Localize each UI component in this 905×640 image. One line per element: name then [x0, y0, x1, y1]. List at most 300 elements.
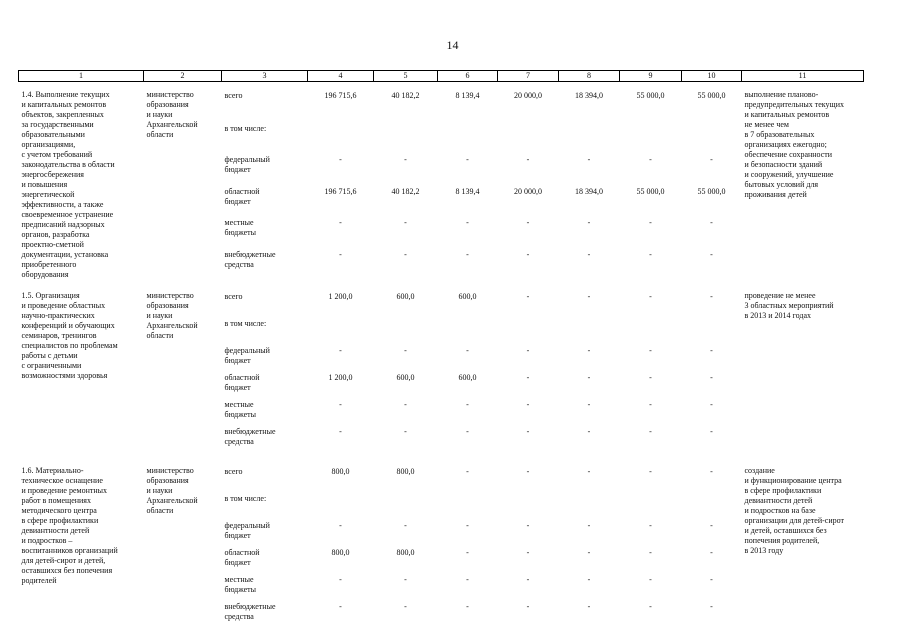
table-row — [19, 82, 864, 123]
header-cell: 8 — [559, 71, 620, 82]
header-cell: 10 — [682, 71, 742, 82]
amount-cell — [682, 426, 742, 453]
amount-cell — [559, 493, 620, 520]
amount-cell — [374, 399, 438, 426]
table-row — [19, 280, 864, 318]
amount-value: 8 139,4 — [455, 91, 480, 100]
funding-source: областной бюджет — [224, 186, 260, 206]
amount-cell — [438, 520, 498, 547]
amount-cell — [438, 280, 498, 318]
amount-cell — [682, 601, 742, 628]
amount-cell — [438, 372, 498, 399]
amount-value: - — [587, 548, 591, 557]
amount-cell — [374, 493, 438, 520]
amount-value: 196 715,6 — [324, 91, 357, 100]
amount-cell — [438, 186, 498, 217]
amount-value: - — [587, 602, 591, 611]
amount-value: - — [649, 249, 652, 259]
amount-value: 18 394,0 — [575, 186, 603, 196]
amount-cell — [498, 426, 559, 453]
amount-cell — [620, 82, 682, 123]
funding-source: всего — [224, 467, 243, 476]
amount-cell — [308, 453, 374, 493]
amount-cell — [620, 345, 682, 372]
amount-value: 55 000,0 — [697, 186, 726, 196]
amount-cell — [498, 154, 559, 185]
amount-cell — [559, 547, 620, 574]
amount-cell — [374, 453, 438, 493]
amount-value: - — [649, 427, 652, 436]
amount-cell — [682, 154, 742, 185]
amount-value: - — [466, 400, 469, 409]
amount-value: - — [587, 373, 591, 382]
header-cell: 4 — [308, 71, 374, 82]
amount-cell — [620, 249, 682, 280]
activity-description — [19, 453, 144, 628]
activity-description — [19, 82, 144, 281]
amount-cell — [498, 372, 559, 399]
amount-value — [620, 318, 682, 345]
amount-cell — [438, 123, 498, 154]
funding-source: всего — [224, 91, 243, 100]
funding-source: федеральный бюджет — [224, 155, 270, 175]
amount-value: 800,0 — [331, 467, 350, 476]
amount-cell — [498, 345, 559, 372]
amount-value: - — [526, 292, 530, 301]
amount-cell — [498, 574, 559, 601]
amount-value: - — [404, 218, 407, 228]
program-table — [18, 70, 864, 628]
header-row — [19, 71, 864, 82]
amount-value: - — [339, 218, 342, 228]
amount-cell — [559, 426, 620, 453]
amount-value: - — [587, 400, 591, 409]
amount-cell — [374, 123, 438, 154]
amount-value: - — [710, 467, 713, 476]
amount-cell — [498, 123, 559, 154]
amount-cell — [308, 547, 374, 574]
amount-cell — [559, 345, 620, 372]
funding-source: внебюджетные средства — [224, 602, 276, 621]
amount-value: - — [526, 467, 530, 476]
amount-value: 600,0 — [458, 292, 477, 301]
amount-cell — [308, 123, 374, 154]
amount-value: - — [466, 155, 469, 165]
activity-description-text: 1.6. Материально- техническое оснащение и проведение ремонтных работ в помещениях методического центра в сфере профилактики девиантности детей и подростков – воспитанников организаций для детей-сирот и детей, оставшихся без попечения родителей — [21, 466, 118, 585]
amount-cell — [438, 82, 498, 123]
amount-value: - — [404, 427, 407, 436]
amount-value: - — [587, 575, 591, 584]
amount-value: - — [649, 155, 652, 165]
activity-description-text: 1.4. Выполнение текущих и капитальных ремонтов объектов, закрепленных за государственными образовательными организациями, с учетом требований законодательства в области энергосбережения и повышения энергетической эффективности, а также своевременное устранение предписаний надзорных органов, разработка проектно-сметной документации, установка приобретенного оборудования — [21, 90, 115, 279]
amount-value: - — [710, 602, 713, 611]
amount-value — [620, 123, 682, 150]
amount-value — [308, 493, 374, 520]
amount-value: 55 000,0 — [636, 186, 665, 196]
amount-value: - — [526, 521, 530, 530]
amount-cell — [498, 82, 559, 123]
amount-value: - — [649, 521, 652, 530]
amount-value — [682, 123, 742, 150]
amount-value: 18 394,0 — [575, 91, 603, 100]
amount-value — [374, 493, 438, 520]
amount-cell — [498, 249, 559, 280]
amount-cell — [308, 280, 374, 318]
amount-value: - — [649, 373, 652, 382]
amount-cell — [620, 280, 682, 318]
amount-cell — [438, 318, 498, 345]
amount-value: - — [649, 292, 652, 301]
funding-source-cell — [222, 574, 308, 601]
amount-value: - — [649, 602, 652, 611]
expected-result-cell — [742, 82, 864, 281]
amount-cell — [682, 372, 742, 399]
amount-value: 1 200,0 — [328, 292, 353, 301]
amount-value — [559, 123, 620, 150]
executor-cell — [144, 82, 222, 281]
funding-source: в том числе: — [224, 123, 267, 133]
amount-value: - — [710, 548, 713, 557]
amount-value: - — [649, 346, 652, 355]
funding-source: федеральный бюджет — [224, 346, 270, 365]
amount-value — [374, 123, 438, 150]
header-cell: 6 — [438, 71, 498, 82]
amount-cell — [438, 547, 498, 574]
amount-value: - — [339, 575, 342, 584]
amount-cell — [374, 154, 438, 185]
amount-cell — [308, 186, 374, 217]
header-cell: 11 — [742, 71, 864, 82]
amount-cell — [559, 574, 620, 601]
amount-cell — [308, 154, 374, 185]
amount-cell — [682, 453, 742, 493]
amount-value: - — [587, 155, 591, 165]
amount-value — [620, 493, 682, 520]
amount-cell — [374, 318, 438, 345]
amount-value: - — [339, 346, 342, 355]
amount-value: - — [404, 400, 407, 409]
header-cell: 1 — [19, 71, 144, 82]
amount-cell — [374, 601, 438, 628]
amount-cell — [682, 249, 742, 280]
amount-cell — [620, 520, 682, 547]
amount-cell — [438, 345, 498, 372]
amount-value: - — [466, 521, 469, 530]
amount-cell — [374, 280, 438, 318]
amount-value: - — [710, 427, 713, 436]
amount-cell — [682, 186, 742, 217]
amount-cell — [438, 154, 498, 185]
amount-cell — [559, 82, 620, 123]
amount-cell — [374, 82, 438, 123]
amount-cell — [498, 399, 559, 426]
amount-value — [374, 318, 438, 345]
executor-cell — [144, 453, 222, 628]
amount-value: 800,0 — [331, 548, 350, 557]
amount-value: 196 715,6 — [324, 186, 357, 196]
amount-cell — [308, 399, 374, 426]
amount-cell — [374, 547, 438, 574]
amount-cell — [682, 345, 742, 372]
amount-cell — [498, 601, 559, 628]
amount-cell — [498, 453, 559, 493]
funding-source-cell — [222, 601, 308, 628]
executor-cell — [144, 280, 222, 453]
amount-value: - — [649, 400, 652, 409]
amount-value: - — [710, 249, 713, 259]
amount-cell — [308, 574, 374, 601]
amount-cell — [559, 186, 620, 217]
amount-value: - — [526, 155, 530, 165]
amount-value: - — [587, 346, 591, 355]
amount-value: - — [526, 346, 530, 355]
amount-cell — [559, 520, 620, 547]
amount-cell — [559, 154, 620, 185]
amount-cell — [438, 493, 498, 520]
amount-cell — [620, 186, 682, 217]
amount-cell — [374, 520, 438, 547]
amount-cell — [374, 574, 438, 601]
amount-cell — [682, 547, 742, 574]
amount-cell — [374, 249, 438, 280]
amount-value: - — [649, 548, 652, 557]
amount-value: 800,0 — [396, 467, 415, 476]
page-number: 14 — [446, 38, 459, 52]
amount-cell — [682, 280, 742, 318]
amount-cell — [438, 249, 498, 280]
amount-value: - — [339, 602, 342, 611]
funding-source-cell — [222, 426, 308, 453]
amount-cell — [498, 520, 559, 547]
amount-cell — [682, 318, 742, 345]
amount-cell — [308, 426, 374, 453]
funding-source: федеральный бюджет — [224, 521, 270, 540]
amount-value: - — [710, 373, 713, 382]
amount-value — [308, 318, 374, 345]
funding-source: областной бюджет — [224, 373, 260, 392]
amount-cell — [620, 399, 682, 426]
amount-cell — [498, 186, 559, 217]
amount-value — [438, 123, 498, 150]
amount-cell — [682, 123, 742, 154]
funding-source: местные бюджеты — [224, 400, 257, 419]
amount-value: - — [404, 249, 407, 259]
amount-value: - — [649, 218, 652, 228]
amount-cell — [374, 372, 438, 399]
header-cell: 9 — [620, 71, 682, 82]
amount-value: - — [466, 602, 469, 611]
funding-source-cell — [222, 249, 308, 280]
amount-value: - — [587, 218, 591, 228]
amount-cell — [559, 399, 620, 426]
expected-result-text: выполнение планово- предупредительных текущих и капитальных ремонтов не менее чем в 7 образовательных организациях ежегодно; обеспечение сохранности и безопасности зданий и сооружений, улучшение бытовых условий для проживания детей — [744, 90, 844, 199]
activity-description — [19, 280, 144, 453]
amount-cell — [682, 574, 742, 601]
amount-value: 1 200,0 — [328, 373, 353, 382]
amount-value: - — [526, 400, 530, 409]
amount-cell — [374, 186, 438, 217]
amount-cell — [559, 453, 620, 493]
funding-source-cell — [222, 280, 308, 318]
amount-value: 600,0 — [396, 373, 415, 382]
amount-cell — [559, 280, 620, 318]
amount-value: 600,0 — [458, 373, 477, 382]
amount-value: - — [649, 575, 652, 584]
amount-cell — [620, 547, 682, 574]
amount-value: - — [404, 602, 407, 611]
amount-cell — [682, 217, 742, 248]
amount-value: - — [339, 155, 342, 165]
amount-value: - — [466, 548, 469, 557]
amount-value — [682, 493, 742, 520]
amount-value: - — [710, 346, 713, 355]
header-cell: 3 — [222, 71, 308, 82]
amount-cell — [559, 217, 620, 248]
amount-value: - — [587, 427, 591, 436]
amount-value: - — [339, 521, 342, 530]
expected-result-text: проведение не менее 3 областных мероприятий в 2013 и 2014 годах — [744, 291, 834, 320]
amount-value: - — [466, 218, 469, 228]
amount-cell — [438, 453, 498, 493]
funding-source-cell — [222, 186, 308, 217]
amount-value: 40 182,2 — [391, 91, 420, 100]
activity-description-text: 1.5. Организация и проведение областных научно-практических конференций и обучающих семинаров, тренингов специалистов по проблемам работы с детьми с ограниченными возможностями здоровья — [21, 291, 118, 380]
funding-source: в том числе: — [224, 494, 267, 503]
amount-value: - — [587, 467, 591, 476]
amount-value: - — [710, 155, 713, 165]
funding-source: внебюджетные средства — [224, 427, 276, 446]
amount-value — [498, 318, 559, 345]
executor-text: министерство образования и науки Архангельской области — [146, 466, 198, 515]
amount-cell — [438, 217, 498, 248]
amount-cell — [620, 154, 682, 185]
amount-cell — [620, 426, 682, 453]
amount-value — [559, 493, 620, 520]
amount-cell — [308, 601, 374, 628]
amount-cell — [308, 217, 374, 248]
funding-source-cell — [222, 372, 308, 399]
amount-value: 55 000,0 — [636, 91, 665, 100]
header-cell: 5 — [374, 71, 438, 82]
funding-source-cell — [222, 493, 308, 520]
amount-cell — [498, 280, 559, 318]
amount-value: 55 000,0 — [697, 91, 726, 100]
amount-cell — [620, 318, 682, 345]
amount-cell — [620, 453, 682, 493]
amount-cell — [559, 123, 620, 154]
amount-cell — [620, 372, 682, 399]
amount-value: 800,0 — [396, 548, 415, 557]
amount-value: - — [404, 346, 407, 355]
amount-cell — [374, 217, 438, 248]
amount-cell — [438, 426, 498, 453]
funding-source-cell — [222, 123, 308, 154]
amount-cell — [620, 217, 682, 248]
amount-value: 8 139,4 — [455, 186, 480, 196]
amount-value: - — [526, 373, 530, 382]
amount-value — [308, 123, 374, 150]
amount-cell — [438, 399, 498, 426]
amount-cell — [498, 318, 559, 345]
amount-cell — [682, 493, 742, 520]
funding-source-cell — [222, 154, 308, 185]
amount-cell — [438, 601, 498, 628]
amount-value: - — [710, 575, 713, 584]
amount-value: - — [526, 602, 530, 611]
amount-cell — [308, 345, 374, 372]
amount-cell — [498, 217, 559, 248]
funding-source: областной бюджет — [224, 548, 260, 567]
amount-cell — [308, 318, 374, 345]
amount-value: 20 000,0 — [514, 186, 542, 196]
amount-cell — [682, 520, 742, 547]
amount-value: 20 000,0 — [514, 91, 542, 100]
amount-value: - — [404, 521, 407, 530]
table-body — [19, 82, 864, 629]
amount-cell — [498, 547, 559, 574]
funding-source-cell — [222, 318, 308, 345]
funding-source-cell — [222, 82, 308, 123]
funding-source-cell — [222, 547, 308, 574]
amount-value: - — [339, 427, 342, 436]
amount-value: - — [526, 575, 530, 584]
amount-value: - — [710, 292, 713, 301]
amount-cell — [559, 249, 620, 280]
amount-cell — [374, 426, 438, 453]
amount-cell — [308, 493, 374, 520]
amount-value: - — [587, 292, 591, 301]
executor-text: министерство образования и науки Архангельской области — [146, 291, 198, 340]
header-cell: 7 — [498, 71, 559, 82]
funding-source: местные бюджеты — [224, 218, 257, 238]
amount-value: - — [710, 400, 713, 409]
amount-value: - — [466, 346, 469, 355]
amount-value — [682, 318, 742, 345]
amount-value: 40 182,2 — [391, 186, 420, 196]
amount-value: - — [404, 575, 407, 584]
amount-value: - — [466, 249, 469, 259]
funding-source: всего — [224, 292, 243, 301]
amount-cell — [559, 318, 620, 345]
amount-value: - — [339, 400, 342, 409]
amount-value — [438, 318, 498, 345]
amount-cell — [498, 493, 559, 520]
amount-value: 600,0 — [396, 292, 415, 301]
amount-value — [498, 493, 559, 520]
amount-cell — [308, 249, 374, 280]
amount-value — [498, 123, 559, 150]
amount-value — [559, 318, 620, 345]
amount-cell — [559, 601, 620, 628]
funding-source-cell — [222, 520, 308, 547]
amount-cell — [308, 82, 374, 123]
amount-value: - — [526, 427, 530, 436]
amount-value: - — [587, 249, 591, 259]
amount-value: - — [710, 521, 713, 530]
funding-source: внебюджетные средства — [224, 249, 276, 269]
amount-value: - — [710, 218, 713, 228]
amount-cell — [438, 574, 498, 601]
funding-source-cell — [222, 345, 308, 372]
table-row — [19, 453, 864, 493]
funding-source: в том числе: — [224, 319, 267, 328]
amount-cell — [620, 493, 682, 520]
expected-result-cell — [742, 453, 864, 628]
amount-value: - — [466, 575, 469, 584]
amount-cell — [308, 520, 374, 547]
executor-text: министерство образования и науки Архангельской области — [146, 90, 198, 139]
header-cell: 2 — [144, 71, 222, 82]
